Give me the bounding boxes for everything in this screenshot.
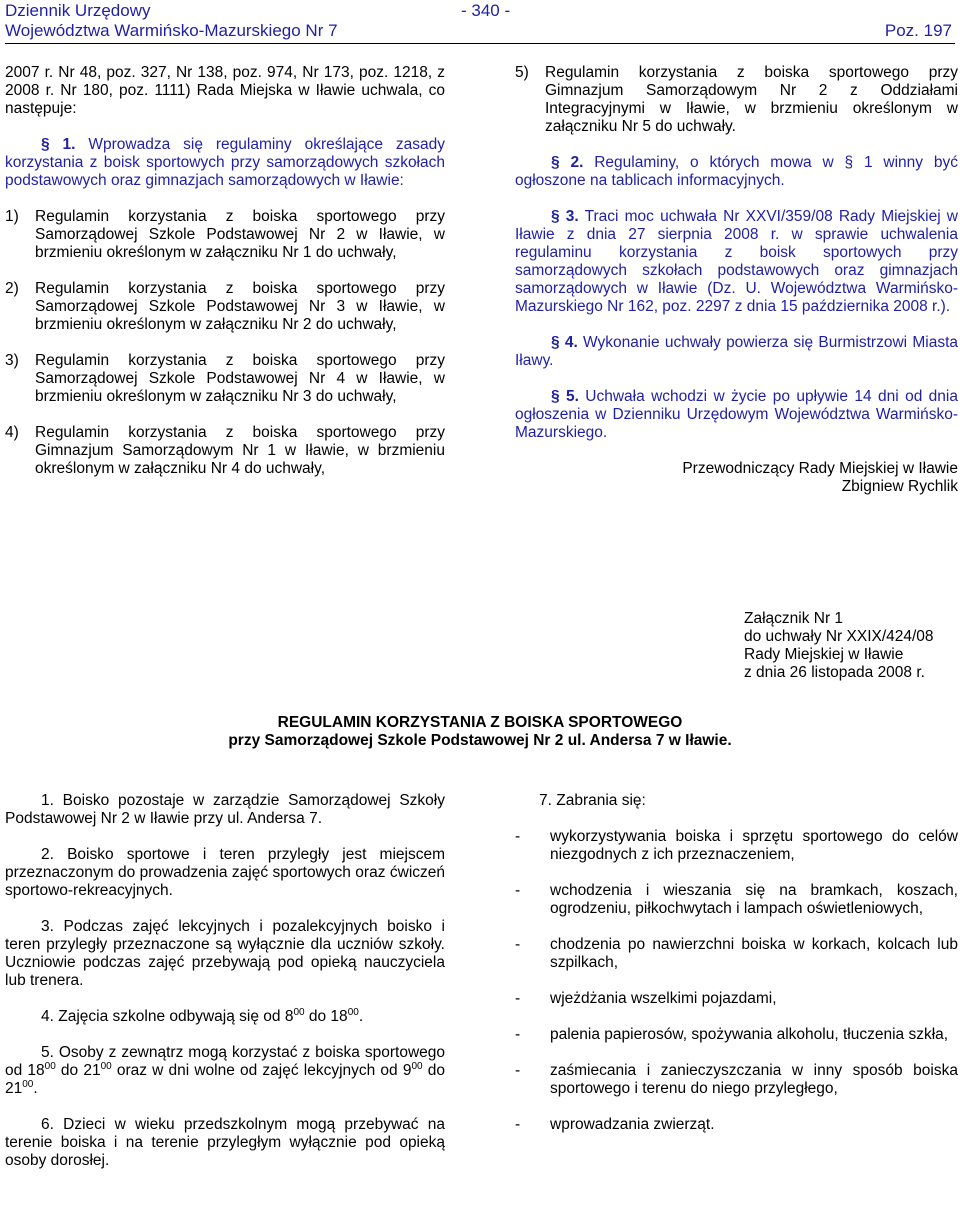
rule-3: 3. Podczas zajęć lekcyjnych i pozalekcyjnych boisko i teren przyległy przeznaczone są wyłącznie dla uczniów szkoły. Uczniowie podczas zajęć przebywają pod opieką nauczyciela lub trenera. bbox=[5, 918, 445, 989]
list-item: - wchodzenia i wieszania się na bramkach, koszach, ogrodzeniu, piłkochwytach i lampach oświetleniowych, bbox=[515, 882, 958, 917]
list-item: 5) Regulamin korzystania z boiska sportowego przy Gimnazjum Samorządowym Nr 2 z Oddziałami Integracyjnymi w Iławie, w brzmieniu określonym w załączniku Nr 5 do uchwały. bbox=[515, 64, 958, 135]
section-5: § 5. Uchwała wchodzi w życie po upływie 14 dni od dnia ogłoszenia w Dzienniku Urzędowym Województwa Warmińsko-Mazurskiego. bbox=[515, 388, 958, 441]
list-item: 1) Regulamin korzystania z boiska sportowego przy Samorządowej Szkole Podstawowej Nr 2 w Iławie, w brzmieniu określonym w załączniku Nr 1 do uchwały, bbox=[5, 208, 445, 261]
rule-4: 4. Zajęcia szkolne odbywają się od $8^{00}$ do $18^{00}$. bbox=[41, 1006, 364, 1025]
rule-5: 5. Osoby z zewnątrz mogą korzystać z boiska sportowego od $18^{00}$ do $21^{00}$ oraz w dni wolne od zajęć lekcyjnych od $9^{00}$ do $21^{00}$. bbox=[5, 1044, 445, 1097]
section-1-mark: § 1. bbox=[41, 136, 76, 153]
section-3: § 3. Traci moc uchwała Nr XXVI/359/08 Rady Miejskiej w Iławie z dnia 27 sierpnia 2008 r. w sprawie uchwalenia regulaminu korzystania z boisk sportowych przy samorządowych szkołach podstawowych oraz gimnazjach samorządowych w Iławie (Dz. U. Województwa Warmińsko-Mazurskiego Nr 162, poz. 2297 z dnia 15 października 2008 r.). bbox=[515, 208, 958, 315]
list-item: 2) Regulamin korzystania z boiska sportowego przy Samorządowej Szkole Podstawowej Nr 3 w Iławie, w brzmieniu określonym w załączniku Nr 2 do uchwały, bbox=[5, 280, 445, 333]
attachment-note: Załącznik Nr 1 do uchwały Nr XXIX/424/08 Rady Miejskiej w Iławie z dnia 26 listopada 2008 r. bbox=[744, 610, 934, 681]
right-column bbox=[515, 64, 958, 496]
list-item: - wykorzystywania boiska i sprzętu sportowego do celów niezgodnych z ich przeznaczeniem, bbox=[515, 828, 958, 863]
section-1 bbox=[5, 136, 445, 190]
section-1-text: Wprowadza się regulaminy określające zasady korzystania z boisk sportowych przy samorządowych szkołach podstawowych oraz gimnazjach samorządowych w Iławie: bbox=[5, 136, 445, 189]
position-number: Poz. 197 bbox=[884, 21, 952, 40]
list-item: - zaśmiecania i zanieczyszczania w inny sposób boiska sportowego i terenu do niego przyległego, bbox=[515, 1062, 958, 1097]
list-item: - palenia papierosów, spożywania alkoholu, tłuczenia szkła, bbox=[515, 1026, 949, 1043]
journal-region: Województwa Warmińsko-Mazurskiego Nr 7 bbox=[5, 21, 338, 40]
list-item: 4) Regulamin korzystania z boiska sportowego przy Gimnazjum Samorządowym Nr 1 w Iławie, w brzmieniu określonym w załączniku Nr 4 do uchwały, bbox=[5, 424, 445, 477]
section-4: § 4. Wykonanie uchwały powierza się Burmistrzowi Miasta Iławy. bbox=[515, 334, 958, 369]
regulation-left-column bbox=[5, 792, 445, 1170]
rule-2: 2. Boisko sportowe i teren przyległy jest miejscem przeznaczonym do prowadzenia zajęć sportowych oraz ćwiczeń sportowo-rekreacyjnych. bbox=[5, 846, 445, 899]
list-item: - wjeżdżania wszelkimi pojazdami, bbox=[515, 990, 777, 1007]
section-2: § 2. Regulaminy, o których mowa w § 1 winny być ogłoszone na tablicach informacyjnych. bbox=[515, 154, 958, 189]
page-number: - 340 - bbox=[461, 1, 511, 20]
left-column bbox=[5, 64, 445, 496]
signature-role: Przewodniczący Rady Miejskiej w Iławie bbox=[682, 460, 958, 477]
journal-name: Dziennik Urzędowy bbox=[5, 1, 151, 20]
intro-paragraph: 2007 r. Nr 48, poz. 327, Nr 138, poz. 974, Nr 173, poz. 1218, z 2008 r. Nr 180, poz. 1111) Rada Miejska w Iławie uchwala, co następuje: bbox=[5, 64, 445, 117]
signature-name: Zbigniew Rychlik bbox=[841, 478, 958, 495]
list-item: - chodzenia po nawierzchni boiska w korkach, kolcach lub szpilkach, bbox=[515, 936, 958, 971]
page-header bbox=[5, 0, 955, 42]
regulation-right-column bbox=[515, 792, 958, 1134]
list-item: 3) Regulamin korzystania z boiska sportowego przy Samorządowej Szkole Podstawowej Nr 4 w Iławie, w brzmieniu określonym w załączniku Nr 3 do uchwały, bbox=[5, 352, 445, 405]
rule-6: 6. Dzieci w wieku przedszkolnym mogą przebywać na terenie boiska i na terenie przyległym wyłącznie pod opieką osoby dorosłej. bbox=[5, 1116, 445, 1169]
header-divider bbox=[5, 43, 955, 44]
list-item: - wprowadzania zwierząt. bbox=[515, 1116, 715, 1133]
regulation-title: REGULAMIN KORZYSTANIA Z BOISKA SPORTOWEGO przy Samorządowej Szkole Podstawowej Nr 2 ul. Andersa 7 w Iławie. bbox=[228, 714, 732, 749]
rule-1: 1. Boisko pozostaje w zarządzie Samorządowej Szkoły Podstawowej Nr 2 w Iławie przy ul. Andersa 7. bbox=[5, 792, 445, 827]
rule-7: 7. Zabrania się: bbox=[539, 792, 646, 809]
